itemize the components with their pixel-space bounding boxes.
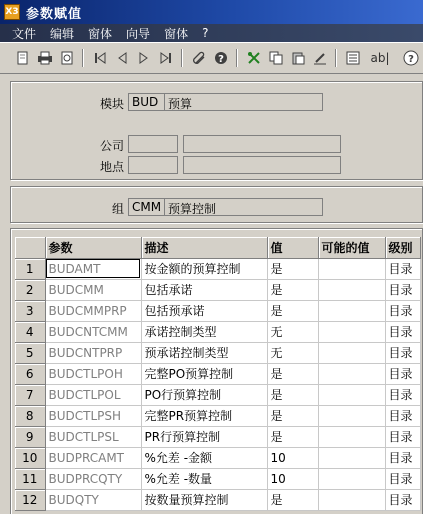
value-cell[interactable]: 是	[267, 300, 318, 321]
company-name-field[interactable]	[183, 135, 341, 153]
description-cell[interactable]: PO行预算控制	[141, 384, 267, 405]
table-row[interactable]	[15, 468, 420, 489]
possible-values-cell[interactable]	[318, 384, 385, 405]
level-cell[interactable]: 目录	[385, 384, 420, 405]
description-cell[interactable]: 完整PO预算控制	[141, 363, 267, 384]
menu-window[interactable]: 窗体	[164, 26, 189, 41]
possible-values-cell[interactable]	[318, 279, 385, 300]
param-cell[interactable]: BUDCNTPRP	[45, 342, 141, 363]
parameter-table	[15, 237, 421, 511]
description-cell[interactable]: PR行预算控制	[141, 426, 267, 447]
col-header-description[interactable]: 描述	[141, 237, 267, 258]
table-row[interactable]	[15, 279, 420, 300]
description-cell[interactable]: %允差 -数量	[141, 468, 267, 489]
param-cell[interactable]: BUDCTLPSL	[45, 426, 141, 447]
value-cell[interactable]: 是	[267, 384, 318, 405]
description-cell[interactable]: 预承诺控制类型	[141, 342, 267, 363]
company-label: 公司	[99, 139, 124, 153]
possible-values-cell[interactable]	[318, 258, 385, 279]
window-title: 参数赋值	[26, 6, 83, 22]
paste-icon[interactable]	[290, 50, 306, 66]
parameter-grid-panel	[10, 228, 423, 514]
description-cell[interactable]: 按数量预算控制	[141, 489, 267, 510]
row-number[interactable]: 10	[15, 447, 45, 468]
table-row[interactable]	[15, 321, 420, 342]
tools-icon[interactable]	[246, 50, 262, 66]
table-row[interactable]	[15, 363, 420, 384]
group-name-field[interactable]: 预算控制	[164, 198, 323, 216]
row-number[interactable]: 8	[15, 405, 45, 426]
text-field-icon[interactable]: ab|	[370, 51, 390, 65]
param-cell[interactable]: BUDAMT	[45, 258, 141, 279]
list-icon[interactable]	[345, 50, 361, 66]
level-cell[interactable]: 目录	[385, 300, 420, 321]
row-number[interactable]: 11	[15, 468, 45, 489]
description-cell[interactable]: 完整PR预算控制	[141, 405, 267, 426]
module-name-field[interactable]: 预算	[164, 93, 323, 111]
description-cell[interactable]: 承诺控制类型	[141, 321, 267, 342]
param-cell[interactable]: BUDQTY	[45, 489, 141, 510]
menu-help[interactable]: ?	[202, 26, 209, 40]
table-corner	[15, 237, 45, 258]
table-row[interactable]	[15, 342, 420, 363]
possible-values-cell[interactable]	[318, 468, 385, 489]
level-cell[interactable]: 目录	[385, 447, 420, 468]
level-cell[interactable]: 目录	[385, 405, 420, 426]
toolbar	[0, 42, 423, 74]
menu-wizard[interactable]: 向导	[126, 26, 151, 41]
value-cell[interactable]: 是	[267, 489, 318, 510]
help-icon[interactable]	[213, 50, 229, 66]
table-row[interactable]	[15, 489, 420, 510]
col-header-level[interactable]: 级别	[385, 237, 420, 258]
possible-values-cell[interactable]	[318, 489, 385, 510]
description-cell[interactable]: 包括承诺	[141, 279, 267, 300]
possible-values-cell[interactable]	[318, 300, 385, 321]
attach-icon[interactable]	[191, 50, 207, 66]
copy-icon[interactable]	[268, 50, 284, 66]
col-header-value[interactable]: 值	[267, 237, 318, 258]
value-cell[interactable]: 10	[267, 468, 318, 489]
company-code-field[interactable]	[128, 135, 178, 153]
menu-file[interactable]: 文件	[12, 26, 37, 41]
print-icon[interactable]	[37, 50, 53, 66]
value-cell[interactable]: 10	[267, 447, 318, 468]
param-cell[interactable]: BUDCMMPRP	[45, 300, 141, 321]
level-cell[interactable]: 目录	[385, 426, 420, 447]
level-cell[interactable]: 目录	[385, 258, 420, 279]
menu-bar	[0, 24, 423, 42]
previous-record-icon[interactable]	[114, 50, 130, 66]
module-code-field[interactable]: BUD	[128, 93, 165, 111]
svg-text:?: ?	[408, 54, 414, 65]
col-header-param[interactable]: 参数	[45, 237, 141, 258]
row-number[interactable]: 9	[15, 426, 45, 447]
row-number[interactable]: 2	[15, 279, 45, 300]
level-cell[interactable]: 目录	[385, 363, 420, 384]
edit-icon[interactable]	[312, 50, 328, 66]
app-icon[interactable]: X3	[4, 4, 20, 20]
group-code-field[interactable]: CMM	[128, 198, 165, 216]
possible-values-cell[interactable]	[318, 342, 385, 363]
title-bar	[0, 0, 423, 24]
possible-values-cell[interactable]	[318, 426, 385, 447]
new-icon[interactable]	[15, 50, 31, 66]
level-cell[interactable]: 目录	[385, 321, 420, 342]
row-number[interactable]: 4	[15, 321, 45, 342]
col-header-possible-values[interactable]: 可能的值	[318, 237, 385, 258]
preview-icon[interactable]	[59, 50, 75, 66]
table-header-row	[15, 237, 420, 258]
possible-values-cell[interactable]	[318, 405, 385, 426]
level-cell[interactable]: 目录	[385, 468, 420, 489]
group-label: 组	[111, 202, 124, 216]
param-cell[interactable]: BUDCTLPOH	[45, 363, 141, 384]
row-number[interactable]: 7	[15, 384, 45, 405]
site-code-field[interactable]	[128, 156, 178, 174]
svg-text:?: ?	[218, 54, 224, 65]
table-row[interactable]	[15, 384, 420, 405]
level-cell[interactable]: 目录	[385, 279, 420, 300]
site-label: 地点	[99, 160, 124, 174]
value-cell[interactable]: 是	[267, 279, 318, 300]
table-row[interactable]	[15, 258, 420, 279]
level-cell[interactable]: 目录	[385, 489, 420, 510]
value-cell[interactable]: 是	[267, 258, 318, 279]
first-record-icon[interactable]	[92, 50, 108, 66]
value-cell[interactable]: 无	[267, 321, 318, 342]
site-name-field[interactable]	[183, 156, 341, 174]
value-cell[interactable]: 是	[267, 405, 318, 426]
row-number[interactable]: 5	[15, 342, 45, 363]
description-cell[interactable]: 按金额的预算控制	[141, 258, 267, 279]
last-record-icon[interactable]	[158, 50, 174, 66]
param-cell[interactable]: BUDCNTCMM	[45, 321, 141, 342]
row-number[interactable]: 6	[15, 363, 45, 384]
param-cell[interactable]: BUDPRCAMT	[45, 447, 141, 468]
module-label: 模块	[99, 97, 124, 111]
possible-values-cell[interactable]	[318, 321, 385, 342]
value-cell[interactable]: 无	[267, 342, 318, 363]
param-cell[interactable]: BUDCTLPSH	[45, 405, 141, 426]
description-cell[interactable]: 包括预承诺	[141, 300, 267, 321]
table-row[interactable]	[15, 405, 420, 426]
possible-values-cell[interactable]	[318, 363, 385, 384]
info-icon[interactable]	[403, 50, 419, 66]
next-record-icon[interactable]	[136, 50, 152, 66]
param-cell[interactable]: BUDPRCQTY	[45, 468, 141, 489]
row-number[interactable]: 1	[15, 258, 45, 279]
table-row[interactable]	[15, 447, 420, 468]
table-row[interactable]	[15, 426, 420, 447]
row-number[interactable]: 3	[15, 300, 45, 321]
table-row[interactable]	[15, 300, 420, 321]
menu-edit[interactable]: 编辑	[50, 26, 75, 41]
possible-values-cell[interactable]	[318, 447, 385, 468]
row-number[interactable]: 12	[15, 489, 45, 510]
param-cell[interactable]: BUDCTLPOL	[45, 384, 141, 405]
description-cell[interactable]: %允差 -金额	[141, 447, 267, 468]
value-cell[interactable]: 是	[267, 426, 318, 447]
param-cell[interactable]: BUDCMM	[45, 279, 141, 300]
level-cell[interactable]: 目录	[385, 342, 420, 363]
value-cell[interactable]: 是	[267, 363, 318, 384]
menu-form[interactable]: 窗体	[88, 26, 113, 41]
